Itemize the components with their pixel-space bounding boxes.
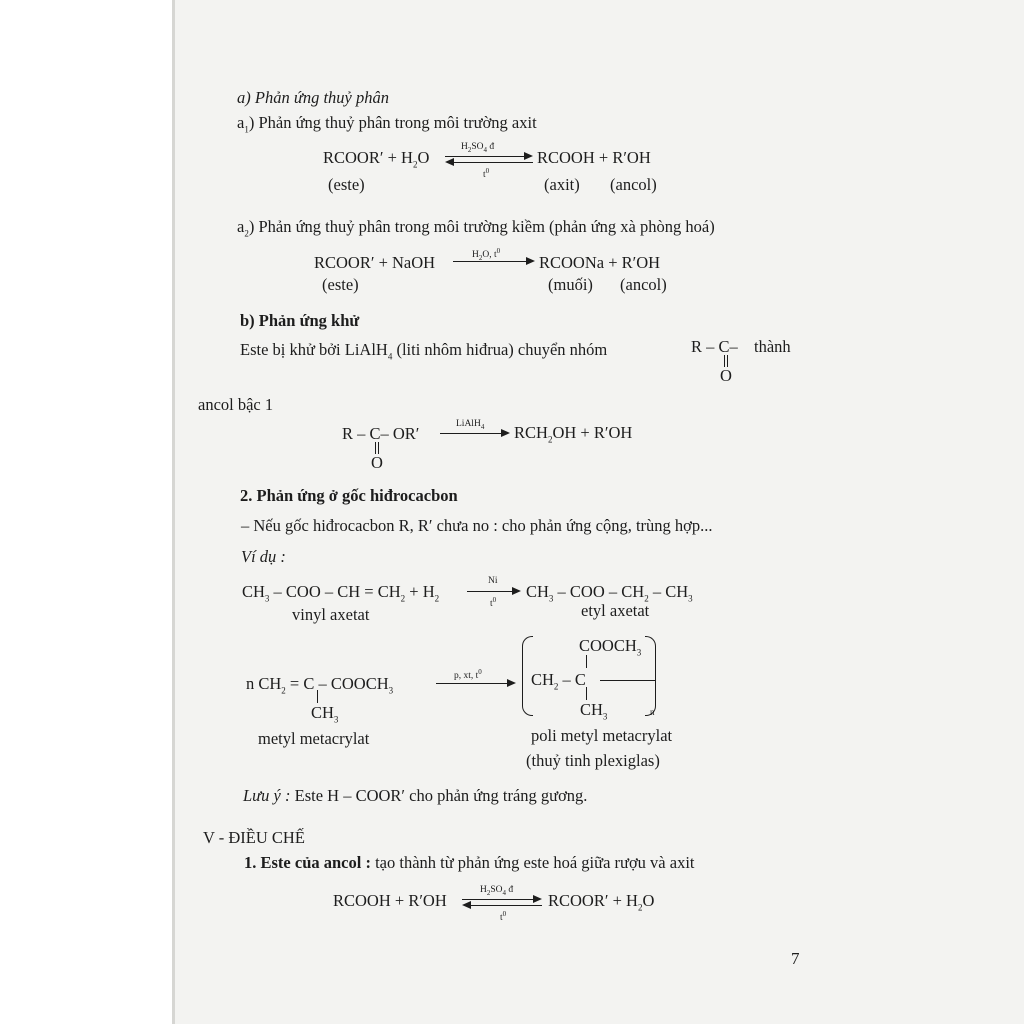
eq-final-cond-top: $H_2SO_4$ đ bbox=[480, 885, 514, 897]
eq-final-cond-bottom: $t^0$ bbox=[500, 910, 507, 924]
ex2-left: n $CH_2 = C$ – $COOCH_3$ bbox=[246, 674, 394, 696]
a2-right: RCOONa + R′OH bbox=[539, 253, 661, 272]
ex2-poly-chain-bond bbox=[600, 680, 656, 681]
a2-cond: $H_2O$, $t^0$ bbox=[472, 247, 501, 263]
example-label: Ví dụ : bbox=[241, 547, 286, 566]
page-number: 7 bbox=[791, 949, 800, 968]
ex2-poly-bottom: $CH_3$ bbox=[580, 700, 608, 722]
a2-text: $a_2$) Phản ứng thuỷ phân trong môi trường kiềm (phản ứng xà phòng hoá) bbox=[237, 217, 715, 239]
b-group-oxygen: O bbox=[720, 366, 732, 385]
a1-text: $a_1$) Phản ứng thuỷ phân trong môi trường axit bbox=[237, 113, 537, 135]
b-arrow bbox=[440, 433, 510, 441]
heading-hydrolysis: a) Phản ứng thuỷ phân bbox=[237, 88, 389, 107]
heading-reduction: b) Phản ứng khử bbox=[240, 311, 360, 330]
eq-final-left: RCOOH + R′OH bbox=[333, 891, 447, 910]
b-cond: LiAlH$_4$ bbox=[456, 419, 485, 431]
a1-note-alcohol: (ancol) bbox=[610, 175, 657, 194]
ex2-left-methyl: $CH_3$ bbox=[311, 703, 339, 725]
heading-hydrocarbon: 2. Phản ứng ở gốc hiđrocacbon bbox=[240, 486, 458, 505]
ex1-left: $CH_3$ – COO – CH = $CH_2 + H_2$ bbox=[242, 582, 440, 604]
ex2-poly-top-bond bbox=[586, 655, 587, 668]
a1-note-acid: (axit) bbox=[544, 175, 580, 194]
ex2-cond: p, xt, $t^0$ bbox=[454, 668, 482, 682]
note-mirror: Lưu ý : Este H – COOR′ cho phản ứng tráng gương. bbox=[243, 786, 588, 805]
ex2-note-plexiglas: (thuỷ tinh plexiglas) bbox=[526, 751, 660, 770]
ex2-poly-bottom-bond bbox=[586, 687, 587, 700]
a2-left: RCOOR′ + NaOH bbox=[314, 253, 436, 272]
b-right: $RCH_2OH + R'OH$ bbox=[514, 423, 633, 445]
ex1-cond-top: Ni bbox=[488, 576, 498, 586]
ex1-right: $CH_3$ – COO – $CH_2 - CH_3$ bbox=[526, 582, 693, 604]
ex2-poly-n: n bbox=[650, 707, 655, 717]
b-text-thanh: thành bbox=[754, 337, 791, 356]
ex1-cond-bottom: $t^0$ bbox=[490, 596, 497, 610]
page-edge bbox=[172, 0, 175, 1024]
heading-preparation: V - ĐIỀU CHẾ bbox=[203, 828, 305, 847]
a1-equilibrium-arrow bbox=[445, 156, 533, 166]
ex2-poly-top: $COOCH_3$ bbox=[579, 636, 642, 658]
ex1-note-ethyl-acetate: etyl axetat bbox=[581, 601, 650, 620]
a1-note-ester: (este) bbox=[328, 175, 365, 194]
a2-arrow bbox=[453, 261, 535, 269]
ex1-note-vinyl-acetate: vinyl axetat bbox=[292, 605, 370, 624]
a2-note-salt: (muối) bbox=[548, 275, 593, 294]
a1-left: RCOOR′ + $H_2O$ bbox=[323, 148, 430, 170]
s1-text: 1. Este của ancol : tạo thành từ phản ứng este hoá giữa rượu và axit bbox=[244, 853, 695, 872]
b-oxygen: O bbox=[371, 453, 383, 472]
a1-cond-bottom: $t^0$ bbox=[483, 167, 490, 181]
ex2-left-bond bbox=[317, 690, 318, 703]
ex2-bracket-right bbox=[645, 636, 656, 716]
s2-text: – Nếu gốc hiđrocacbon R, R′ chưa no : cho phản ứng cộng, trùng hợp... bbox=[241, 516, 713, 535]
a2-note-alcohol: (ancol) bbox=[620, 275, 667, 294]
ex2-arrow bbox=[436, 683, 516, 691]
b-text: Este bị khử bởi LiAlH$_4$ (liti nhôm hiđrua) chuyển nhóm bbox=[240, 340, 608, 362]
ex2-poly-mid: $CH_2$ – C bbox=[531, 670, 586, 692]
b-text2: ancol bậc 1 bbox=[198, 395, 274, 414]
b-group: R – C– bbox=[691, 337, 738, 356]
a2-note-ester: (este) bbox=[322, 275, 359, 294]
ex2-note-polymer: poli metyl metacrylat bbox=[531, 726, 673, 745]
eq-final-right: RCOOR′ + $H_2O$ bbox=[548, 891, 655, 913]
ex2-note-monomer: metyl metacrylat bbox=[258, 729, 370, 748]
a1-right: RCOOH + R′OH bbox=[537, 148, 651, 167]
b-left: R – C– OR′ bbox=[342, 424, 420, 443]
eq-final-equilibrium-arrow bbox=[462, 899, 542, 909]
a1-cond-top: $H_2SO_4$ đ bbox=[461, 142, 495, 154]
